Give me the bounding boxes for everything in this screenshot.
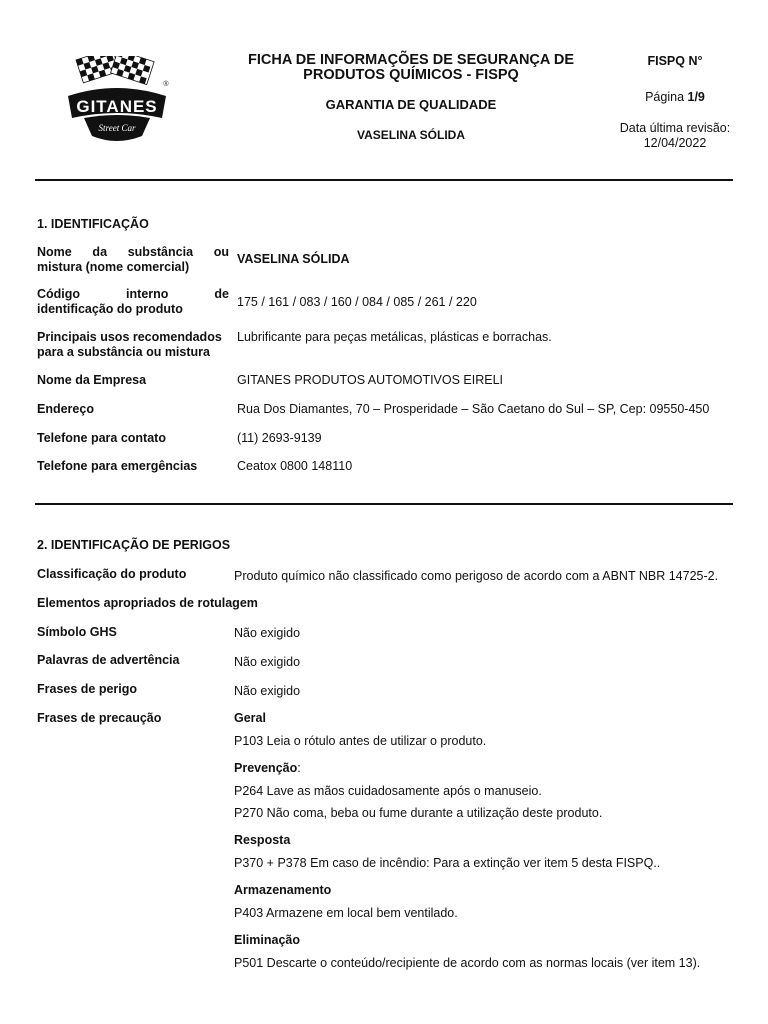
- label-line: identificação do produto: [37, 302, 183, 316]
- label-labelling-elements: Elementos apropriados de rotulagem: [37, 596, 258, 610]
- value-recommended-uses: Lubrificante para peças metálicas, plásticas e borrachas.: [237, 330, 552, 344]
- label-line: Código interno de: [37, 287, 229, 301]
- label-emergency-phone: Telefone para emergências: [37, 459, 198, 473]
- revision-label: Data última revisão:: [619, 121, 731, 135]
- subheading-prevention: [234, 761, 301, 776]
- value-signal-words: Não exigido: [234, 655, 301, 669]
- statement-p264: P264 Lave as mãos cuidadosamente após o manuseio.: [234, 784, 542, 798]
- section-divider: [35, 503, 733, 505]
- label-classification: Classificação do produto: [37, 567, 187, 581]
- product-name-header: VASELINA SÓLIDA: [356, 128, 465, 142]
- document-title-line-1: FICHA DE INFORMAÇÕES DE SEGURANÇA DE: [248, 52, 574, 68]
- label-signal-words: Palavras de advertência: [37, 653, 180, 667]
- section-1-title: 1. IDENTIFICAÇÃO: [37, 217, 149, 231]
- statement-p501: P501 Descarte o conteúdo/recipiente de acordo com as normas locais (ver item 13).: [234, 956, 701, 970]
- section-2-title: 2. IDENTIFICAÇÃO DE PERIGOS: [37, 538, 231, 552]
- statement-p103: P103 Leia o rótulo antes de utilizar o produto.: [234, 734, 487, 748]
- svg-text:Street Car: Street Car: [98, 123, 136, 133]
- document-title: [225, 53, 597, 83]
- checkered-flags-icon: [62, 56, 172, 146]
- prevention-title: Prevenção: [234, 761, 298, 775]
- company-logo: [62, 56, 172, 146]
- header-divider: [35, 179, 733, 181]
- subheading-general: Geral: [234, 711, 266, 725]
- document-subtitle: GARANTIA DE QUALIDADE: [325, 97, 497, 112]
- statement-p403: P403 Armazene em local bem ventilado.: [234, 906, 458, 920]
- page-indicator: [605, 90, 745, 105]
- statement-p370-p378: P370 + P378 Em caso de incêndio: Para a extinção ver item 5 desta FISPQ..: [234, 856, 661, 870]
- label-ghs-symbol: Símbolo GHS: [37, 625, 117, 639]
- value-contact-phone: (11) 2693-9139: [237, 431, 322, 445]
- subheading-storage: Armazenamento: [234, 883, 332, 897]
- statement-p270: P270 Não coma, beba ou fume durante a utilização deste produto.: [234, 806, 603, 820]
- label-line: Nome da substância ou: [37, 245, 229, 259]
- svg-text:®: ®: [163, 81, 169, 88]
- label-hazard-statements: Frases de perigo: [37, 682, 138, 696]
- label-line: mistura (nome comercial): [37, 260, 190, 274]
- value-company-name: GITANES PRODUTOS AUTOMOTIVOS EIRELI: [237, 373, 504, 387]
- fispq-number: FISPQ N°: [647, 54, 703, 68]
- subheading-disposal: Eliminação: [234, 933, 300, 947]
- label-recommended-uses: [37, 330, 229, 360]
- value-classification: Produto químico não classificado como perigoso de acordo com a ABNT NBR 14725-2.: [234, 569, 719, 583]
- label-contact-phone: Telefone para contato: [37, 431, 166, 445]
- revision-date: 12/04/2022: [643, 136, 707, 150]
- label-precautionary-statements: Frases de precaução: [37, 711, 162, 725]
- document-title-line-2: PRODUTOS QUÍMICOS - FISPQ: [303, 67, 519, 83]
- value-emergency-phone: Ceatox 0800 148110: [237, 459, 353, 473]
- subheading-response: Resposta: [234, 833, 291, 847]
- label-company-name: Nome da Empresa: [37, 373, 147, 387]
- label-trade-name: [37, 245, 229, 275]
- prevention-colon: :: [297, 761, 301, 775]
- label-address: Endereço: [37, 402, 94, 416]
- svg-text:GITANES: GITANES: [76, 97, 158, 116]
- value-trade-name: VASELINA SÓLIDA: [237, 252, 350, 266]
- label-line: Principais usos recomendados: [37, 330, 222, 344]
- value-ghs-symbol: Não exigido: [234, 626, 301, 640]
- page-value: 1/9: [687, 90, 705, 104]
- value-internal-code: 175 / 161 / 083 / 160 / 084 / 085 / 261 / 220: [237, 295, 477, 309]
- revision-info: [605, 121, 745, 151]
- value-hazard-statements: Não exigido: [234, 684, 301, 698]
- label-line: para a substância ou mistura: [37, 345, 210, 359]
- value-address: Rua Dos Diamantes, 70 – Prosperidade – São Caetano do Sul – SP, Cep: 09550-450: [237, 402, 710, 416]
- page-label: Página: [645, 90, 688, 104]
- label-internal-code: [37, 287, 229, 317]
